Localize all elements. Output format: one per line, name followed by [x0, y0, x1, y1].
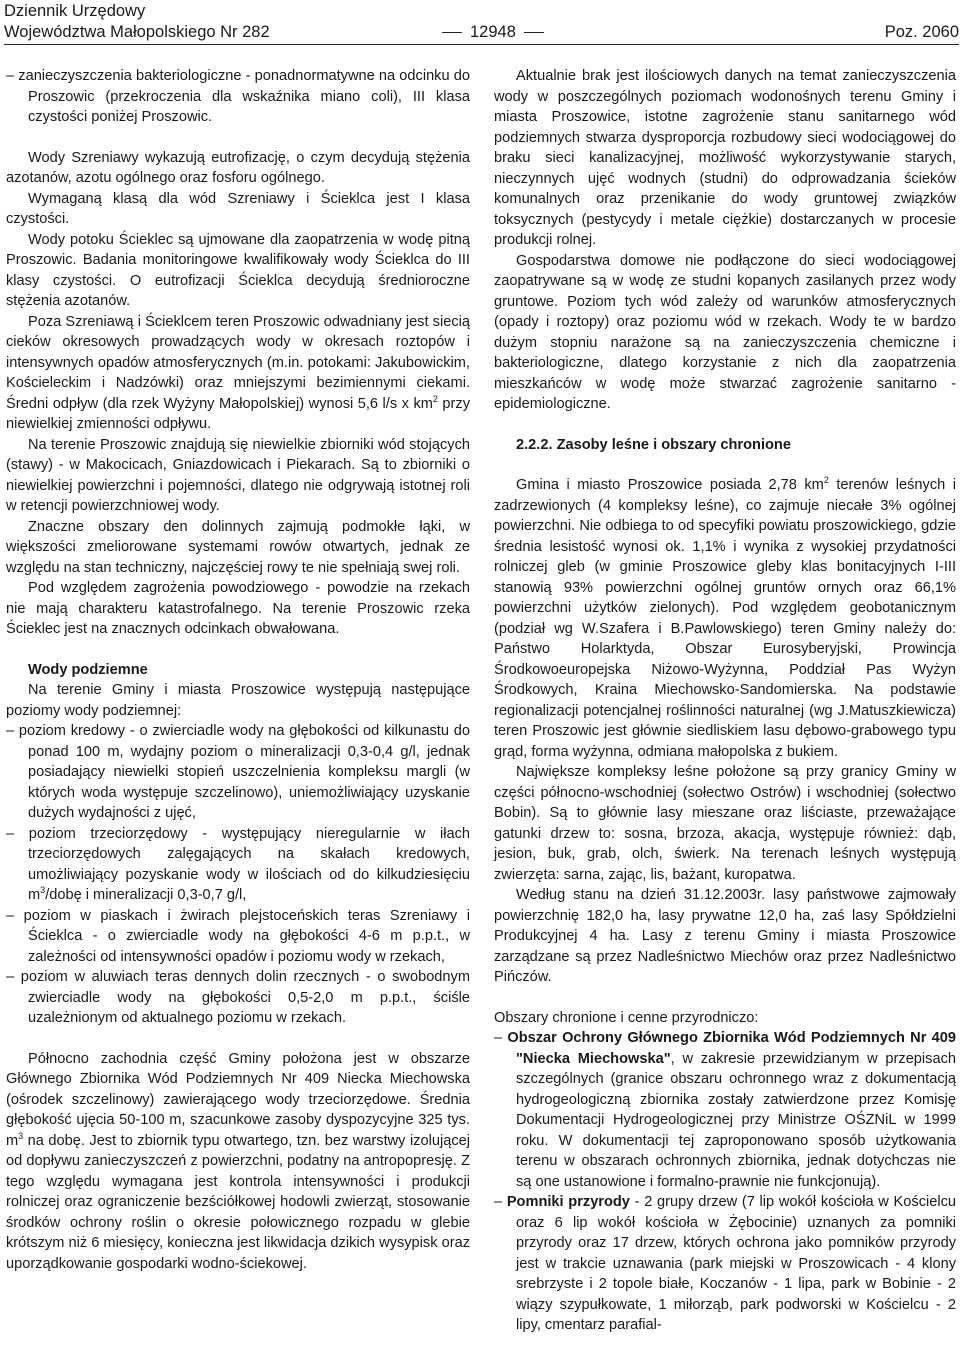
spacer: [6, 1029, 470, 1049]
paragraph: Na terenie Proszowic znajdują się niewielkie zbiorniki wód stojących (stawy) - w Makocicach, Gniazdowicach i Piekarach. Są to zbiorniki o niewielkiej powierzchni i pojemności, dlatego nie odgrywają istotnej roli w retencji powierzchniowej wody.: [6, 436, 470, 514]
text-run: Gmina i miasto Proszowice posiada 2,78 km: [516, 477, 824, 493]
dash-right: [524, 32, 544, 33]
paragraph: Wody Szreniawy wykazują eutrofizację, o czym decydują stężenia azotanów, azotu ogólnego oraz fosforu ogólnego.: [6, 149, 470, 186]
list-dash: –: [494, 1194, 507, 1210]
section-heading: 2.2.2. Zasoby leśne i obszary chronione: [516, 436, 791, 453]
spacer: [494, 988, 956, 1008]
list-item: – poziom kredowy - o zwierciadle wody na głębokości od kilkunastu do ponad 100 m, wydajny poziom o mineralizacji 0,3-0,4 g/l, jednak posiadający niewielki stopień uszczelnienia kompleksu margli (w których woda występuje szczelinowo), uniemożliwiający uzyskanie dużych wydajności z ujęć,: [6, 723, 470, 821]
list-item: – poziom w aluwiach teras dennych dolin rzecznych - o swobodnym zwierciadle wody na głębokości 0,5-2,0 m p.p.t., ściśle uzależnionym od aktualnego poziomu w rzekach.: [6, 969, 470, 1026]
list-item: [494, 1192, 956, 1336]
paragraph: Aktualnie brak jest ilościowych danych na temat zanieczyszczenia wody w poszczególnych poziomach wodonośnych terenu Gminy i miasta Proszowice, istotne zagrożenie stanu sanitarnego wód podziemnych stwarza dysproporcja rozbudowy sieci wodociągowej do braku sieci kanalizacyjnej, możliwość wykorzystywanie starych, nieczynnych ujęć wodnych (studni) do odprowadzania ścieków komunalnych oraz przenikanie do wody gruntowej związków toksycznych (pestycydy i metale ciężkie) dostarczanych w procesie produkcji rolnej.: [494, 68, 956, 248]
paragraph: Obszary chronione i cenne przyrodniczo:: [494, 1009, 759, 1026]
text-run: terenów leśnych i zadrzewionych (4 kompleksy leśne), co zajmuje niecałe 3% ogólnej powierzchni. Nie odbiega to od specyfiki powiatu proszowickiego, gdzie średnia lesistość wynosi ok. 1,1% i wynika z wysokiej przydatności rolniczej gleb (w gminie Proszowice gleby klas bonitacyjnych I-III stanowią 93% powierzchni ogólnej gruntów ornych oraz 66,1% powierzchni użytków zielonych). Pod względem geobotanicznym (podział wg W.Szafera i B.Pawlowskiego) teren Gminy należy do: Państwo Holarktyda, Obszar Eurosyberyjski, Prowincja Środkowoeuropejska Niżowo-Wyżynna, Poddział Pas Wyżyn Środkowych, Kraina Miechowsko-Sandomierska. Na podstawie regionalizacji potencjalnej roślinności naturalnej (wg J.Matuszkiewicza) teren Proszowic jest głównie siedliskiem lasu dębowo-grabowego typu grąd, forma wyżynna, odmiana małopolska z bukiem.: [494, 477, 956, 760]
superscript: 3: [40, 885, 46, 896]
paragraph: Wymaganą klasą dla wód Szreniawy i Ścieklca jest I klasa czystości.: [6, 190, 470, 227]
list-item: [6, 824, 470, 906]
bold-text: Pomniki przyrody: [506, 1194, 630, 1210]
text-run: /dobę i mineralizacji 0,3-0,7 g/l,: [45, 887, 247, 903]
list-dash: –: [494, 1030, 508, 1046]
right-column: [494, 66, 956, 1336]
text-run: Poza Szreniawą i Ścieklcem teren Proszowic odwadniany jest siecią cieków okresowych prowadzących wody w okresach roztopów i intensywnych opadów atmosferycznych (m.in. potokami: Jakubowickim, Kościeleckim i Nadzówki) oraz mniejszymi bezimiennymi ciekami. Średni odpływ (dla rzek Wyżyny Małopolskiej) wynosi 5,6 l/s x km: [6, 313, 470, 412]
text-run: na dobę. Jest to zbiornik typu otwartego, tzn. bez warstwy izolującej od dopływu zanieczyszczeń z powierzchni, podatny na antropopresję. Z tego względu wymagana jest kontrola intensywności i produkcji rolniczej oraz ograniczenie bezściółkowej hodowli zwierząt, stosowanie środków ochrony roślin o okresie połowicznego rozpadu w glebie krótszym niż 6 miesięcy, konieczna jest likwidacja dzikich wysypisk oraz uporządkowanie gospodarki wodno-ściekowej.: [6, 1132, 470, 1272]
left-column: [6, 66, 470, 1274]
text-run: Północno zachodnia część Gminy położona jest w obszarze Głównego Zbiornika Wód Podziemnych Nr 409 Niecka Miechowska (ośrodek szczelinowy) zawierającego wody trzeciorzędowe. Średnia głębokość ujęcia 50-100 m, szacunkowe zasoby dyspozycyjne 325 tys. m: [6, 1050, 470, 1149]
page-header: [4, 0, 959, 45]
superscript: 2: [823, 475, 829, 486]
section-heading: Wody podziemne: [28, 661, 148, 678]
text-run: przy niewielkiej zmienności odpływu.: [6, 395, 470, 432]
journal-title: Dziennik Urzędowy: [4, 2, 146, 20]
text-run: – poziom trzeciorzędowy - występujący nieregularnie w iłach trzeciorzędowych zalęgających na skałach kredowych, umożliwiający pozyskanie wody w ilościach od do kilkudziesięciu m: [6, 825, 470, 903]
paragraph: Znaczne obszary den dolinnych zajmują podmokłe łąki, w większości zmeliorowane systemami rowów otwartych, jednak ze względu na stan techniczny, najczęściej rowy te nie spełniają swej roli.: [6, 518, 470, 576]
paragraph: Według stanu na dzień 31.12.2003r. lasy państwowe zajmowały powierzchnię 182,0 ha, lasy prywatne 12,0 ha, zaś lasy Spółdzielni Produkcyjnej 4 ha. Lasy z terenu Gminy i miasta Proszowice zarządzane są przez Nadleśnictwo Miechów oraz przez Nadleśnictwo Pińczów.: [494, 887, 956, 985]
list-item: [494, 1028, 956, 1192]
paragraph: Gospodarstwa domowe nie podłączone do sieci wodociągowej zaopatrywane są w wodę ze studni kopanych zasilanych przez wody gruntowe. Poziom tych wód zależy od warunków atmosferycznych (opady i roztopy) oraz poziomu wód w rzekach. Wody te w bardzo dużym stopniu narażone są na zanieczyszczenia chemiczne i bakteriologiczne, dlatego korzystanie z nich dla zaopatrzenia mieszkańców w wodę może stwarzać zagrożenie sanitarno - epidemiologiczne.: [494, 252, 956, 412]
spacer: [6, 128, 470, 148]
paragraph: [6, 1049, 470, 1275]
page-number: 12948: [470, 23, 516, 41]
bold-text: Obszar Ochrony Głównego Zbiornika Wód Podziemnych Nr 409 "Niecka Miechowska": [507, 1030, 956, 1067]
dash-left: [442, 32, 462, 33]
position-label: Poz. 2060: [884, 23, 959, 41]
text-run: - 2 grupy drzew (7 lip wokół kościoła w Kościelcu oraz 6 lip wokół kościoła w Żębocinie) uznanych za pomniki przyrody oraz 17 drzew, których ochrona jako pomników przyrody jest w trakcie uznawania (park miejski w Proszowicach - 4 klony srebrzyste i 2 topole białe, Koczanów - 1 lipa, park w Bobinie - 2 wiązy szypułkowate, 1 miłorząb, park podworski w Kościelcu - 2 lipy, cmentarz parafial-: [516, 1194, 957, 1333]
spacer: [6, 640, 470, 660]
journal-issue: Województwa Małopolskiego Nr 282: [4, 23, 270, 41]
list-item: – poziom w piaskach i żwirach plejstoceńskich teras Szreniawy i Ścieklca - o zwierciadle wody na głębokości 4-6 m p.p.t., w zależności od intensywności opadów i poziomu wody w rzekach,: [6, 907, 470, 965]
superscript: 2: [432, 393, 438, 404]
spacer: [494, 455, 956, 475]
text-run: , w zakresie przewidzianym w przepisach szczególnych (granice obszaru ochronnego wraz z dokumentacją hydrogeologiczną zbiornika zostały zatwierdzone przez Komisję Dokumentacji Hydrogeologicznej przy Ministrze OŚZNiL w 1999 roku. W dokumentacji tej zaproponowano sposób użytkowania terenu w obszarach ochronnych zbiornika, jednak dotychczas nie są one ustanowione i formalno-prawnie nie funkcjonują).: [516, 1050, 956, 1190]
paragraph: [6, 312, 470, 435]
paragraph: – zanieczyszczenia bakteriologiczne - ponadnormatywne na odcinku do Proszowic (przekroczenia dla wskaźnika miano coli), III klasa czystości poniżej Proszowic.: [6, 68, 470, 125]
paragraph: Wody potoku Ścieklec są ujmowane dla zaopatrzenia w wodę pitną Proszowic. Badania monitoringowe kwalifikowały wody Ścieklca do III klasy czystości. O eutrofizacji Ścieklca decydują średnioroczne stężenia azotanów.: [6, 231, 470, 309]
spacer: [494, 415, 956, 435]
paragraph: Na terenie Gminy i miasta Proszowice występują następujące poziomy wody podziemnej:: [6, 682, 470, 719]
paragraph: Pod względem zagrożenia powodziowego - powodzie na rzekach nie mają charakteru katastrofalnego. Na terenie Proszowic rzeka Ścieklec jest na znacznych odcinkach obwałowana.: [6, 580, 470, 637]
superscript: 3: [18, 1130, 24, 1141]
paragraph: [494, 475, 956, 762]
page-number-block: [434, 22, 552, 42]
paragraph: Największe kompleksy leśne położone są przy granicy Gminy w części północno-wschodniej (sołectwo Ostrów) i wschodniej (sołectwo Bobin). Są to głównie lasy mieszane oraz liściaste, przeważające gatunki drzew to: sosna, brzoza, akacja, występuje również: dąb, jesion, buk, grab, olch, świerk. Na terenach leśnych występują zwierzęta: sarna, zając, lis, bażant, kuropatwa.: [494, 764, 956, 883]
